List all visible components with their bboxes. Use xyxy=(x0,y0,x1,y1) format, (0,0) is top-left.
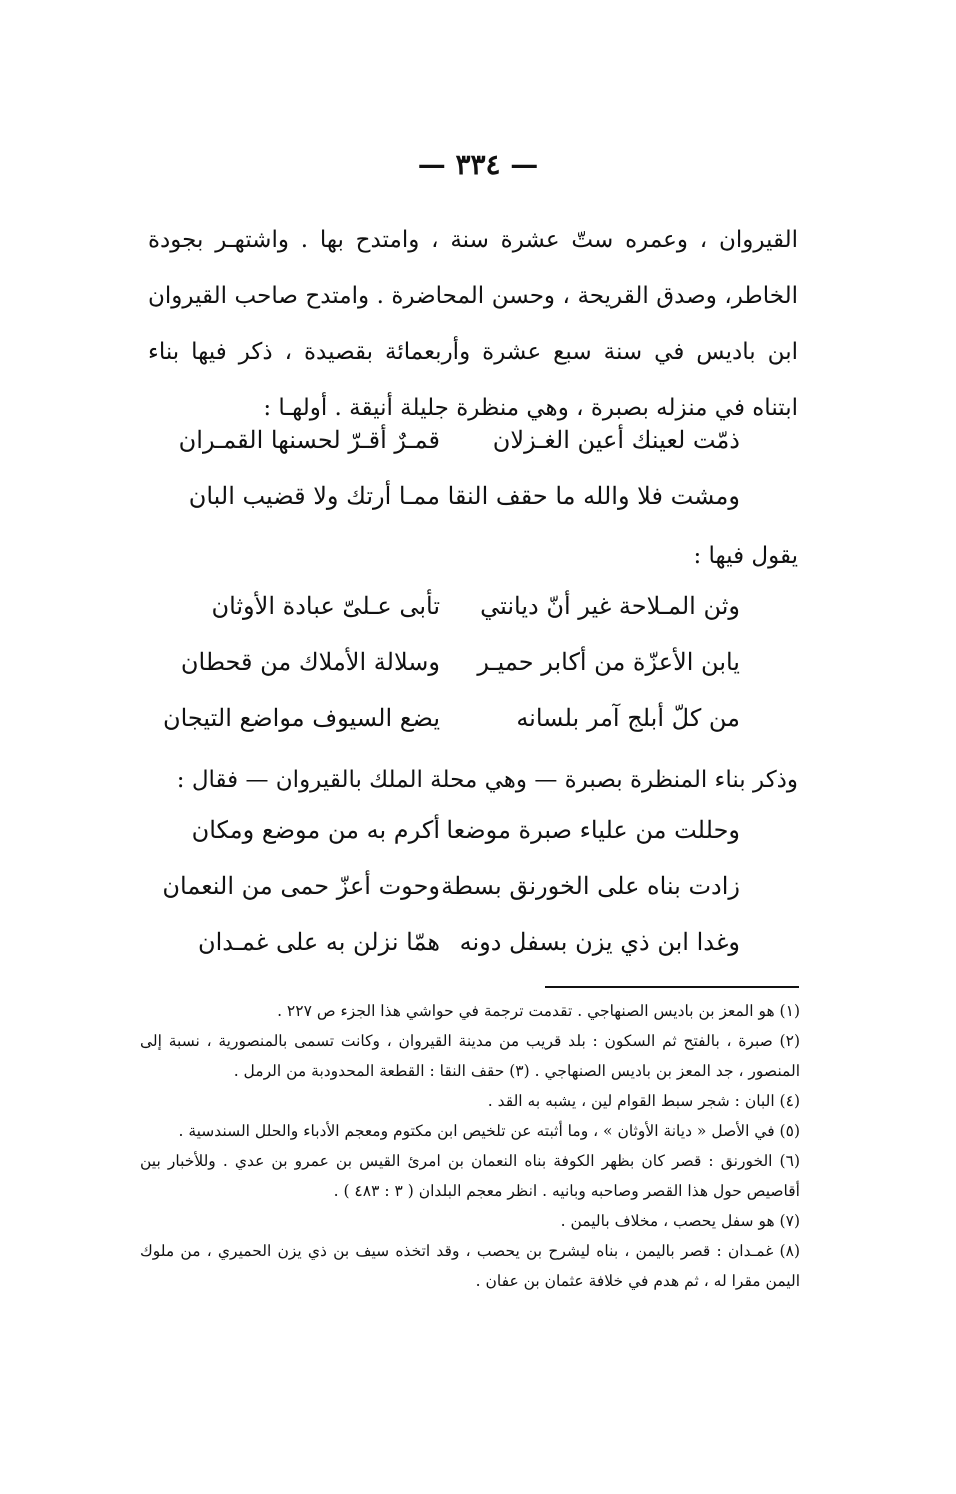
verse-second-hemistich: وحوت أعزّ حمى من النعمان xyxy=(162,872,440,900)
intro-line-3: وذكر بناء المنظرة بصبرة — وهي محلة الملك بالقيروان — فقال : xyxy=(176,767,798,793)
footnote: (٥) في الأصل « ديانة الأوثان » ، وما أثبته عن تلخيص ابن مكتوم ومعجم الأدباء والحلل السندسية . xyxy=(178,1122,800,1140)
verse-first-hemistich: زادت بناه على الخورنق بسطة xyxy=(441,872,740,900)
footnote: (٦) الخورنق : قصر كان بظهر الكوفة بناه النعمان بن امرئ القيس بن عمرو بن عدي . وللأخبار بين أقاصيص حول هذا القصر وصاحبه وبانيه . انظر معجم البلدان ( ٣ : ٤٨٣ ) . xyxy=(140,1152,800,1200)
verse-line xyxy=(197,914,740,970)
verse-second-hemistich: أكرم به من موضع ومكان xyxy=(191,816,440,844)
verse-first-hemistich: ذمّت لعينك أعين الغـزلان xyxy=(492,426,740,454)
intro-line-2: يقول فيها : xyxy=(693,543,798,569)
verse-line xyxy=(162,858,740,914)
verse-first-hemistich: وحللت من علياء صبرة موضعا xyxy=(446,816,740,844)
verse-first-hemistich: ومشت فلا والله ما حقف النقا xyxy=(447,482,740,510)
verse-first-hemistich: وغدا ابن ذي يزن بسفل دونه xyxy=(459,928,740,956)
footnote: (٢) صبرة ، بالفتح ثم السكون : بلد قريب من مدينة القيروان ، وكانت تسمى بالمنصورية ، نسبة إلى المنصور ، جد المعز بن باديس الصنهاجي . (٣) حقف النقا : القطعة المحدودبة من الرمل . xyxy=(140,1032,800,1080)
footnote: (٨) غمـدان : قصر باليمن ، بناه ليشرح بن يحصب ، وقد اتخذه سيف بن ذي يزن الحميري ، من ملوك اليمن مقرا له ، ثم هدم في خلافة عثمان بن عفان . xyxy=(140,1242,800,1290)
prose-text: القيروان ، وعمره ستّ عشرة سنة ، وامتدح بها . واشتهـر بجودة الخاطر، وصدق القريحة ، وحسن المحاضرة . وامتدح صاحب القيروان ابن باديس في سنة سبع عشرة وأربعمائة بقصيدة ، ذكر فيها بناء ابتناه في منزله بصبرة ، وهي منظرة جليلة أنيقة . أولهـا : xyxy=(148,227,798,421)
verse-second-hemistich: تأبى عـلىّ عبادة الأوثان xyxy=(211,592,440,620)
footnote-divider xyxy=(545,986,799,988)
verse-first-hemistich: وثن المـلاحة غير أنّ ديانتي xyxy=(480,592,740,620)
verse-first-hemistich: يابن الأعزّة من أكابر حميـر xyxy=(477,648,740,676)
page-number: — ٣٣٤ — xyxy=(417,148,539,181)
verse-line xyxy=(191,802,740,858)
verse-line xyxy=(200,578,740,634)
verse-second-hemistich: ممـا أرتك ولا قضيب البان xyxy=(188,482,440,510)
verse-line xyxy=(162,690,740,746)
poem-closing xyxy=(162,802,740,970)
verse-second-hemistich: همّا نزلن به على غمـدان xyxy=(197,928,440,956)
verse-second-hemistich: وسلالة الأملاك من قحطان xyxy=(180,648,440,676)
poem-opening xyxy=(178,412,740,524)
footnotes xyxy=(140,996,800,1296)
verse-line xyxy=(180,634,740,690)
prose-paragraph xyxy=(148,212,798,436)
verse-second-hemistich: قمـرٌ أقـرّ لحسنها القمـران xyxy=(178,426,440,454)
footnote: (١) هو المعز بن باديس الصنهاجي . تقدمت ترجمة في حواشي هذا الجزء ص ٢٢٧ . xyxy=(277,1002,800,1020)
footnote: (٤) البان : شجر سبط القوام لين ، يشبه به القد . xyxy=(487,1092,800,1110)
verse-line xyxy=(188,468,740,524)
verse-line xyxy=(178,412,740,468)
poem-middle xyxy=(162,578,740,746)
verse-second-hemistich: يضع السيوف مواضع التيجان xyxy=(162,704,440,732)
footnote: (٧) هو سفل يحصب ، مخلاف باليمن . xyxy=(560,1212,800,1230)
verse-first-hemistich: من كلّ أبلج آمر بلسانه xyxy=(516,704,740,732)
